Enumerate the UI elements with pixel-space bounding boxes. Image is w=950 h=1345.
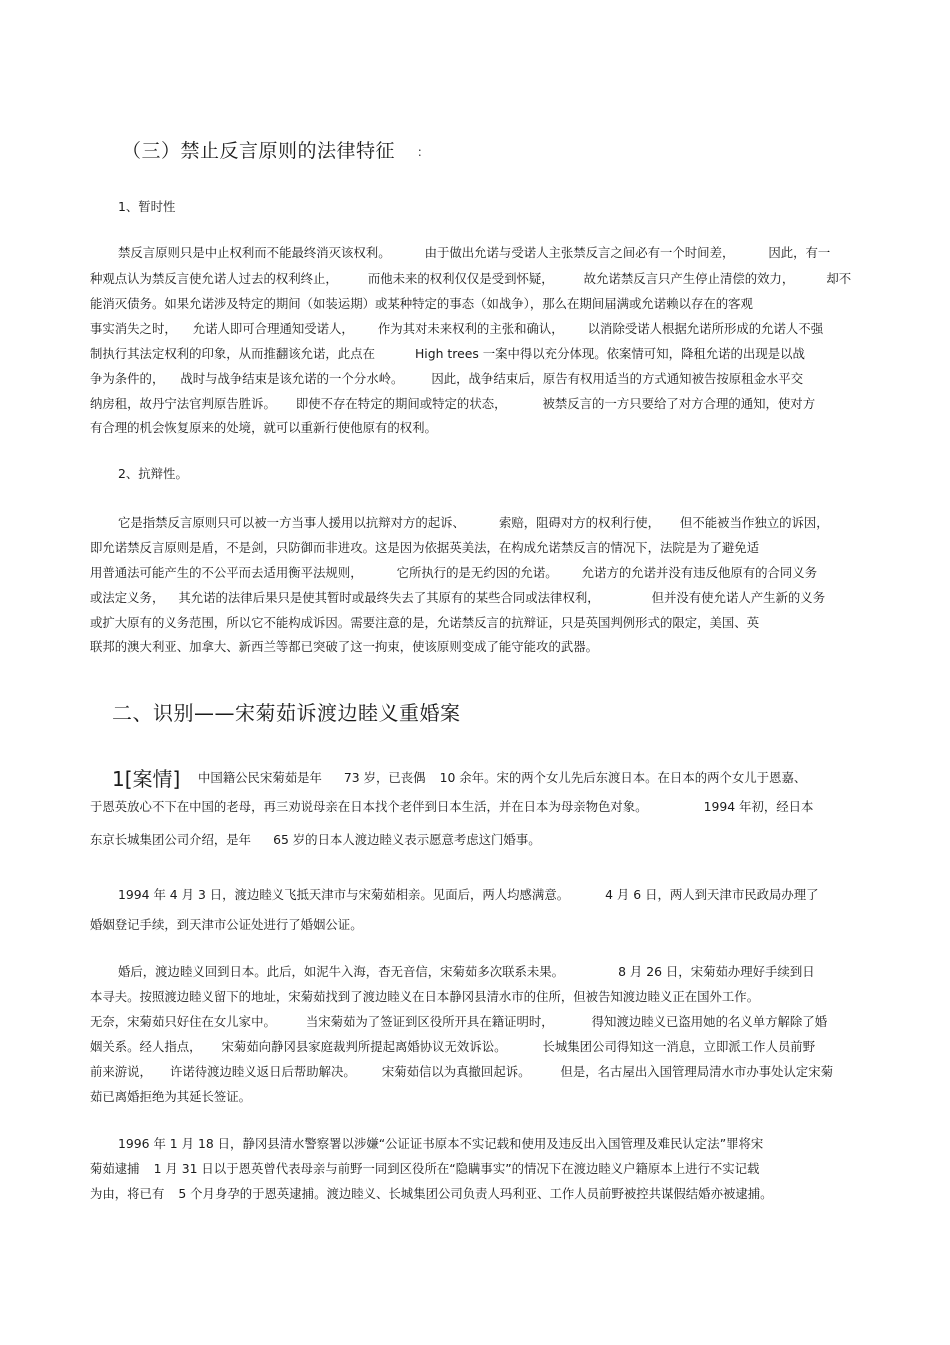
paragraph-line: 东京长城集团公司介绍，是年 65 岁的日本人渡边睦义表示愿意考虑这门婚事。 [90, 832, 541, 847]
paragraph-line: 即允诺禁反言原则是盾，不是剑，只防御而非进攻。这是因为依据英美法，在构成允诺禁反言的情况下，法院是为了避免适 [90, 540, 760, 555]
paragraph-line: 本寻夫。按照渡边睦义留下的地址，宋菊茹找到了渡边睦义在日本静冈县清水市的住所，但被告知渡边睦义正在国外工作。 [90, 989, 760, 1004]
paragraph-line: 或法定义务， 其允诺的法律后果只是使其暂时或最终失去了其原有的某些合同或法律权利， 但并没有使允诺人产生新的义务 [90, 590, 826, 605]
paragraph-line: 菊茹逮捕 1 月 31 日以于恩英曾代表母亲与前野一同到区役所在“隐瞒事实”的情况下在渡边睦义户籍原本上进行不实记载 [90, 1161, 760, 1176]
item-title-temporary: 1、暂时性 [118, 199, 176, 214]
paragraph-line: 能消灭债务。如果允诺涉及特定的期间（如装运期）或某种特定的事态（如战争），那么在期间届满或允诺赖以存在的客观 [90, 296, 753, 311]
paragraph-line: 争为条件的， 战时与战争结束是该允诺的一个分水岭。 因此，战争结束后，原告有权用适当的方式通知被告按原租金水平交 [90, 371, 804, 386]
section-heading: （三）禁止反言原则的法律特征 ： [122, 140, 430, 162]
paragraph-line: 无奈，宋菊茹只好住在女儿家中。 当宋菊茹为了签证到区役所开具在籍证明时， 得知渡边睦义已盗用她的名义单方解除了婚 [90, 1014, 828, 1029]
section-heading-colon: ： [417, 145, 430, 159]
paragraph-line: 1994 年 4 月 3 日，渡边睦义飞抵天津市与宋菊茹相亲。见面后，两人均感满意。 4 月 6 日，两人到天津市民政局办理了 [118, 887, 819, 902]
paragraph-line: 有合理的机会恢复原来的处境，就可以重新行使他原有的权利。 [90, 420, 437, 435]
paragraph-line: 1996 年 1 月 18 日，静冈县清水警察署以涉嫌“公证证书原本不实记载和使用及违反出入国管理及难民认定法”罪将宋 [118, 1136, 764, 1151]
paragraph-line: 它是指禁反言原则只可以被一方当事人援用以抗辩对方的起诉、 索赔，阻碍对方的权利行使， 但不能被当作独立的诉因， [118, 515, 829, 530]
paragraph-line: 用普通法可能产生的不公平而去适用衡平法规则， 它所执行的是无约因的允诺。 允诺方的允诺并没有违反他原有的合同义务 [90, 565, 818, 580]
paragraph-line: 纳房租，故丹宁法官判原告胜诉。 即使不存在特定的期间或特定的状态， 被禁反言的一方只要给了对方合理的通知，使对方 [90, 396, 816, 411]
paragraph-line: 于恩英放心不下在中国的老母，再三劝说母亲在日本找个老伴到日本生活，并在日本为母亲物色对象。 1994 年初，经日本 [90, 799, 814, 814]
paragraph-line: 婚姻登记手续，到天津市公证处进行了婚姻公证。 [90, 917, 363, 932]
paragraph-line: 前来游说， 许诺待渡边睦义返日后帮助解决。 宋菊茹信以为真撤回起诉。 但是，名古屋出入国管理局清水市办事处认定宋菊 [90, 1064, 834, 1079]
paragraph-line: 制执行其法定权利的印象，从而推翻该允诺，此点在 High trees 一案中得以充分体现。依案情可知，降租允诺的出现是以战 [90, 346, 805, 361]
paragraph-line: 事实消失之时， 允诺人即可合理通知受诺人， 作为其对未来权利的主张和确认， 以消除受诺人根据允诺所形成的允诺人不强 [90, 321, 824, 336]
item-title-defensive: 2、抗辩性。 [118, 466, 188, 481]
paragraph-line: 为由，将已有 5 个月身孕的于恩英逮捕。渡边睦义、长城集团公司负责人玛利亚、工作人员前野被控共谋假结婚亦被逮捕。 [90, 1186, 773, 1201]
paragraph-line: 联邦的澳大利亚、加拿大、新西兰等都已突破了这一拘束，使该原则变成了能守能攻的武器。 [90, 639, 599, 654]
case-label: 1[案情] [112, 767, 181, 791]
paragraph-line: 种观点认为禁反言使允诺人过去的权利终止， 而他未来的权利仅仅是受到怀疑， 故允诺禁反言只产生停止清偿的效力， 却不 [90, 271, 852, 286]
paragraph-line: 或扩大原有的义务范围，所以它不能构成诉因。需要注意的是，允诺禁反言的抗辩证，只是英国判例形式的限定，美国、英 [90, 615, 760, 630]
paragraph-line: 婚后，渡边睦义回到日本。此后，如泥牛入海，杳无音信，宋菊茹多次联系未果。 8 月 26 日，宋菊茹办理好手续到日 [118, 964, 815, 979]
paragraph-line: 禁反言原则只是中止权利而不能最终消灭该权利。 由于做出允诺与受诺人主张禁反言之间必有一个时间差， 因此，有一 [118, 245, 831, 260]
paragraph-line: 姻关系。经人指点， 宋菊茹向静冈县家庭裁判所提起离婚协议无效诉讼。 长城集团公司得知这一消息，立即派工作人员前野 [90, 1039, 816, 1054]
paragraph-line: 茹已离婚拒绝为其延长签证。 [90, 1089, 252, 1104]
paragraph-line: 中国籍公民宋菊茹是年 73 岁，已丧偶 10 余年。宋的两个女儿先后东渡日本。在日本的两个女儿于恩嘉、 [198, 770, 807, 785]
chapter-heading: 二、识别——宋菊茹诉渡边睦义重婚案 [112, 701, 461, 725]
